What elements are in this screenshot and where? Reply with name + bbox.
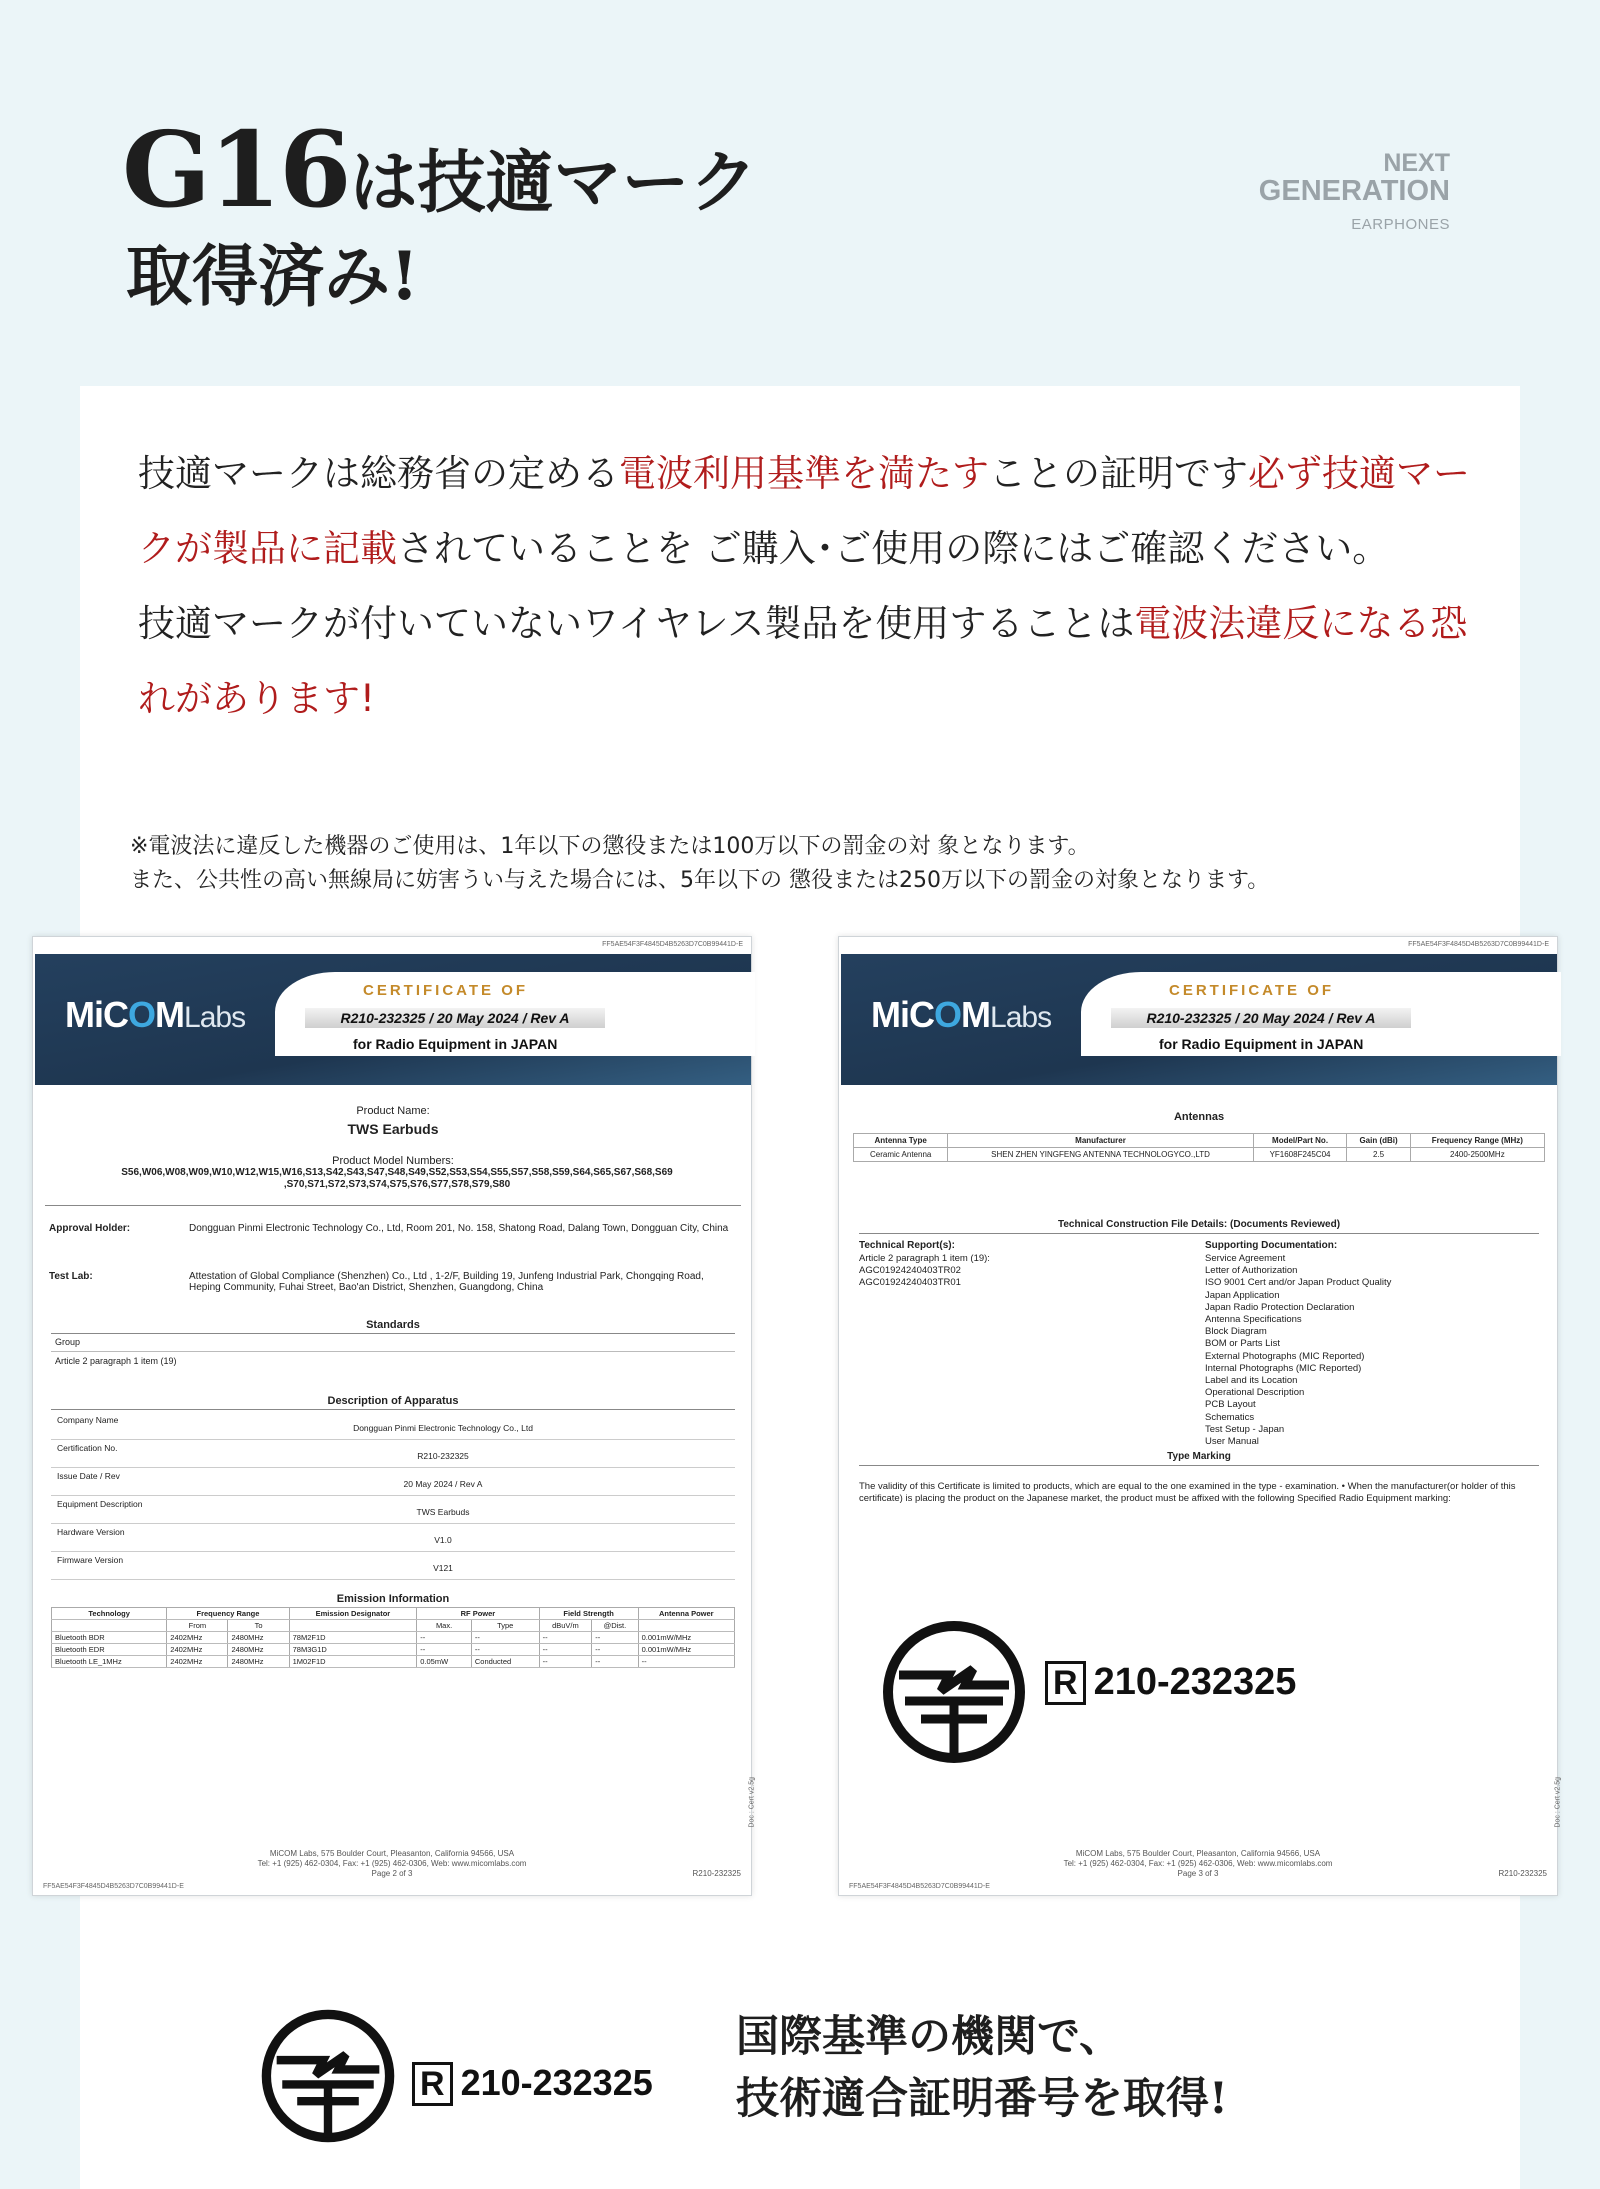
emission-subheader-cell	[638, 1620, 734, 1632]
emission-cell: 0.05mW	[417, 1656, 472, 1668]
emission-header-cell: RF Power	[417, 1608, 539, 1620]
legal-note-line2: また、公共性の高い無線局に妨害うい与えた場合には、5年以下の 懲役または250万以下の罰金の対象となります。	[130, 868, 1270, 893]
supporting-doc-line: Schematics	[1205, 1411, 1255, 1423]
divider	[51, 1333, 735, 1334]
emission-header-cell: Frequency Range	[167, 1608, 289, 1620]
registered-r-icon: R	[1045, 1661, 1086, 1705]
emission-subheader-cell: Max.	[417, 1620, 472, 1632]
antenna-cell: Ceramic Antenna	[854, 1148, 948, 1162]
description-row-value: TWS Earbuds	[416, 1507, 470, 1517]
cert-footer-line2: Tel: +1 (925) 462-0304, Fax: +1 (925) 462-0306, Web: www.micomlabs.com	[257, 1859, 527, 1868]
brand-tag	[1259, 150, 1450, 232]
supporting-doc-line: ISO 9001 Cert and/or Japan Product Quality	[1205, 1277, 1392, 1289]
divider	[51, 1467, 735, 1468]
test-lab-label: Test Lab:	[49, 1271, 93, 1282]
supporting-doc-line: PCB Layout	[1205, 1399, 1256, 1411]
bottom-caption-line2: 技術適合証明番号を取得!	[736, 2074, 1228, 2124]
legal-note	[130, 830, 1269, 898]
description-row-label: Certification No.	[57, 1443, 118, 1453]
description-row-label: Equipment Description	[57, 1499, 143, 1509]
cert-footer	[839, 1849, 1557, 1879]
emission-cell: 0.001mW/MHz	[638, 1632, 734, 1644]
emission-header-cell: Antenna Power	[638, 1608, 734, 1620]
emission-subheader-cell	[289, 1620, 417, 1632]
emission-cell: Bluetooth BDR	[52, 1632, 167, 1644]
description-row-value: 20 May 2024 / Rev A	[403, 1479, 483, 1489]
description-row-label: Hardware Version	[57, 1527, 125, 1537]
emission-cell: 0.001mW/MHz	[638, 1644, 734, 1656]
cert-page-number: Page 2 of 3	[371, 1869, 413, 1878]
cert-footer-line2: Tel: +1 (925) 462-0304, Fax: +1 (925) 462-0306, Web: www.micomlabs.com	[1063, 1859, 1333, 1868]
emission-cell: --	[592, 1656, 638, 1668]
emission-cell: 2480MHz	[228, 1656, 289, 1668]
cert-side-label: Doc : Cert v2.5g	[1555, 1777, 1562, 1828]
emission-cell: 2480MHz	[228, 1632, 289, 1644]
emission-cell: --	[471, 1632, 539, 1644]
supporting-doc-label: Supporting Documentation:	[1205, 1240, 1338, 1251]
lead-p1-red1: 電波利用基準を満たす	[619, 452, 989, 495]
cert-hash-top: FF5AE54F3F4845D4B5263D7C0B99441D-E	[602, 941, 743, 948]
cert-header	[35, 954, 751, 1085]
cert-hash-bottom: FF5AE54F3F4845D4B5263D7C0B99441D-E	[849, 1883, 990, 1890]
supporting-doc-line: Japan Application	[1205, 1289, 1280, 1301]
cert-of-label: CERTIFICATE OF	[1169, 982, 1335, 999]
cert-of-label: CERTIFICATE OF	[363, 982, 529, 999]
logo-m: M	[155, 994, 185, 1035]
description-row-value: Dongguan Pinmi Electronic Technology Co., Ltd	[353, 1423, 533, 1433]
giteki-mark-icon	[879, 1617, 1029, 1767]
lead-p2-red: 電波法違反になる恐れがあります!	[138, 602, 1468, 720]
emission-cell: Bluetooth EDR	[52, 1644, 167, 1656]
antenna-header-cell: Frequency Range (MHz)	[1410, 1134, 1544, 1148]
tcf-title: Technical Construction File Details: (Documents Reviewed)	[1057, 1219, 1341, 1230]
divider	[51, 1439, 735, 1440]
divider	[859, 1233, 1539, 1234]
cert-title-block	[275, 972, 755, 1056]
supporting-doc-line: Letter of Authorization	[1205, 1265, 1298, 1277]
emission-row	[52, 1644, 735, 1656]
supporting-doc-line: Antenna Specifications	[1205, 1314, 1302, 1325]
logo-labs: Labs	[990, 1001, 1052, 1034]
divider	[51, 1495, 735, 1496]
brand-tag-generation: GENERATION	[1258, 175, 1450, 208]
giteki-mark-large-icon	[258, 2006, 398, 2146]
cert-hash-bottom: FF5AE54F3F4845D4B5263D7C0B99441D-E	[43, 1883, 184, 1890]
content-panel	[43, 386, 1562, 2189]
technical-report-label: Technical Report(s):	[859, 1240, 955, 1251]
emission-subheader-cell: dBuV/m	[539, 1620, 592, 1632]
description-row-value: R210-232325	[417, 1451, 469, 1461]
emission-cell: 2402MHz	[167, 1644, 228, 1656]
cert-footer	[33, 1849, 751, 1879]
emission-cell: --	[539, 1632, 592, 1644]
lead-text	[138, 436, 1478, 736]
lead-p1-b: ことの証明です	[989, 452, 1248, 495]
cert-for-label: for Radio Equipment in JAPAN	[1159, 1036, 1364, 1052]
supporting-doc-line: Operational Description	[1205, 1387, 1305, 1399]
emission-cell: --	[417, 1632, 472, 1644]
cert-side-label: Doc : Cert v2.5g	[749, 1777, 756, 1828]
approval-holder: Dongguan Pinmi Electronic Technology Co., Ltd, Room 201, No. 158, Shatong Road, Dalang Town, Dongguan City, China	[189, 1223, 729, 1234]
bottom-caption-line1: 国際基準の機関で、	[736, 2012, 1123, 2062]
validity-text: The validity of this Certificate is limited to products, which are equal to the one examined in the type - examination. • When the manufacturer(or holder of this certificate) is placing the product on the Japanese market, the product must be affixed with the following Specified Radio Equipment marking:	[859, 1481, 1516, 1504]
supporting-doc-line: BOM or Parts List	[1205, 1338, 1280, 1350]
bottom-caption	[736, 2006, 1228, 2130]
approval-holder-label: Approval Holder:	[49, 1223, 131, 1234]
hero-title	[122, 108, 758, 315]
product-name-label: Product Name:	[356, 1105, 430, 1117]
emission-cell: --	[471, 1644, 539, 1656]
cert-footer-id: R210-232325	[1498, 1869, 1547, 1878]
antenna-header-cell: Manufacturer	[948, 1134, 1253, 1148]
logo-mi: Mi	[65, 994, 103, 1035]
emission-cell: --	[592, 1644, 638, 1656]
divider	[51, 1579, 735, 1580]
supporting-doc-line: Service Agreement	[1205, 1253, 1286, 1264]
certificate-page-2	[32, 936, 756, 1896]
logo-globe-o: O	[128, 994, 156, 1035]
divider	[51, 1351, 735, 1352]
certificate-page-3	[838, 936, 1562, 1896]
technical-report-line: AGC01924240403TR01	[859, 1277, 961, 1288]
emission-table	[51, 1607, 735, 1668]
emission-subheader-row	[52, 1620, 735, 1632]
emission-header-cell: Field Strength	[539, 1608, 638, 1620]
divider	[51, 1523, 735, 1524]
antenna-cell: YF1608F245C04	[1253, 1148, 1347, 1162]
product-name: TWS Earbuds	[347, 1121, 439, 1137]
emission-cell: 2402MHz	[167, 1632, 228, 1644]
emission-cell: --	[417, 1644, 472, 1656]
antenna-cell: 2.5	[1347, 1148, 1410, 1162]
divider	[51, 1409, 735, 1410]
antenna-cell: SHEN ZHEN YINGFENG ANTENNA TECHNOLOGYCO.,LTD	[948, 1148, 1253, 1162]
group-label: Group	[55, 1337, 81, 1347]
registration-number: 210-232325	[460, 2062, 653, 2103]
lead-paragraph-1	[138, 436, 1478, 586]
logo-m: M	[961, 994, 991, 1035]
supporting-doc-line: User Manual	[1205, 1436, 1259, 1447]
supporting-doc-line: Label and its Location	[1205, 1375, 1298, 1386]
cert-number: R210-232325 / 20 May 2024 / Rev A	[305, 1008, 605, 1028]
description-row-label: Issue Date / Rev	[57, 1471, 120, 1481]
type-marking-title: Type Marking	[1167, 1451, 1231, 1462]
emission-subheader-cell: @Dist.	[592, 1620, 638, 1632]
emission-cell: --	[539, 1656, 592, 1668]
cert-header	[841, 954, 1557, 1085]
model-numbers: S56,W06,W08,W09,W10,W12,W15,W16,S13,S42,S43,S47,S48,S49,S52,S53,S54,S55,S57,S58,S59,S64,S65,S67,S68,S69 ,S70,S71,S72,S73,S74,S75,S76,S77,S78,S79,S80	[121, 1167, 673, 1190]
emission-cell: Conducted	[471, 1656, 539, 1668]
emission-subheader-cell: To	[228, 1620, 289, 1632]
divider	[51, 1551, 735, 1552]
supporting-doc-line: Internal Photographs (MIC Reported)	[1205, 1362, 1362, 1374]
emission-cell: 1M02F1D	[289, 1656, 417, 1668]
supporting-doc-line: Test Setup - Japan	[1205, 1423, 1285, 1435]
micom-logo	[65, 994, 245, 1036]
emission-cell: 2402MHz	[167, 1656, 228, 1668]
models-label: Product Model Numbers:	[332, 1155, 454, 1167]
hero-title-line2: 取得済み!	[126, 237, 419, 315]
description-title: Description of Apparatus	[327, 1395, 459, 1407]
registration-number: 210-232325	[1093, 1661, 1297, 1703]
supporting-doc-line: Japan Radio Protection Declaration	[1205, 1301, 1355, 1313]
emission-subheader-cell: Type	[471, 1620, 539, 1632]
lead-p1-c: されていることを ご購入･ご使用の際にはご確認ください。	[397, 527, 1390, 570]
emission-cell: 2480MHz	[228, 1644, 289, 1656]
logo-c: C	[909, 994, 934, 1035]
cert-registration-number	[1045, 1661, 1296, 1705]
emission-cell: 78M2F1D	[289, 1632, 417, 1644]
antennas-table	[853, 1133, 1545, 1162]
emission-header-cell: Technology	[52, 1608, 167, 1620]
emission-subheader-cell	[52, 1620, 167, 1632]
cert-page-number: Page 3 of 3	[1177, 1869, 1219, 1878]
technical-report-line: Article 2 paragraph 1 item (19):	[859, 1253, 990, 1264]
test-lab: Attestation of Global Compliance (Shenzhen) Co., Ltd , 1-2/F, Building 19, Junfeng Industrial Park, Chongqing Road, Heping Community, Fuhai Street, Bao'an District, Shenzhen, Guangdong, China	[189, 1271, 704, 1293]
cert-title-block	[1081, 972, 1561, 1056]
emission-title: Emission Information	[336, 1593, 450, 1605]
supporting-doc-line: External Photographs (MIC Reported)	[1205, 1350, 1365, 1362]
lead-paragraph-2	[138, 586, 1478, 736]
bottom-registration-number	[412, 2062, 653, 2106]
antenna-row	[854, 1148, 1545, 1162]
emission-row	[52, 1632, 735, 1644]
emission-cell: --	[592, 1632, 638, 1644]
emission-subheader-cell: From	[167, 1620, 228, 1632]
cert-footer-line1: MiCOM Labs, 575 Boulder Court, Pleasanton, California 94566, USA	[269, 1849, 515, 1858]
emission-cell: --	[638, 1656, 734, 1668]
cert-for-label: for Radio Equipment in JAPAN	[353, 1036, 558, 1052]
cert-footer-id: R210-232325	[692, 1869, 741, 1878]
logo-globe-o: O	[934, 994, 962, 1035]
hero-model: G16	[122, 108, 350, 231]
cert-number: R210-232325 / 20 May 2024 / Rev A	[1111, 1008, 1411, 1028]
emission-cell: Bluetooth LE_1MHz	[52, 1656, 167, 1668]
technical-report-line: AGC01924240403TR02	[859, 1265, 961, 1276]
antenna-header-cell: Model/Part No.	[1253, 1134, 1347, 1148]
lead-p1-red2: 必ず技適マークが製品に記載	[138, 452, 1470, 570]
antenna-header-row	[854, 1134, 1545, 1148]
brand-tag-next: NEXT	[1383, 149, 1450, 177]
emission-row	[52, 1656, 735, 1668]
emission-cell: 78M3G1D	[289, 1644, 417, 1656]
antenna-cell: 2400-2500MHz	[1410, 1148, 1544, 1162]
cert-hash-top: FF5AE54F3F4845D4B5263D7C0B99441D-E	[1408, 941, 1549, 948]
lead-p2-a: 技適マークが付いていないワイヤレス製品を使用することは	[138, 602, 1135, 645]
legal-note-line1: ※電波法に違反した機器のご使用は、1年以下の懲役または100万以下の罰金の対 象となります。	[130, 834, 1090, 859]
description-row-value: V121	[433, 1563, 453, 1573]
logo-mi: Mi	[871, 994, 909, 1035]
description-row-label: Firmware Version	[57, 1555, 124, 1565]
brand-tag-earphones: EARPHONES	[1351, 215, 1450, 233]
micom-logo	[871, 994, 1051, 1036]
antennas-title: Antennas	[1173, 1111, 1225, 1123]
lead-p1-a: 技適マークは総務省の定める	[138, 452, 619, 495]
logo-labs: Labs	[184, 1001, 246, 1034]
description-row-value: V1.0	[434, 1535, 452, 1545]
antenna-header-cell: Gain (dBi)	[1347, 1134, 1410, 1148]
emission-cell: --	[539, 1644, 592, 1656]
hero-title-rest: は技適マーク	[349, 143, 758, 223]
group-value: Article 2 paragraph 1 item (19)	[55, 1356, 177, 1366]
emission-header-row	[52, 1608, 735, 1620]
emission-header-cell: Emission Designator	[289, 1608, 417, 1620]
antenna-header-cell: Antenna Type	[854, 1134, 948, 1148]
standards-title: Standards	[366, 1319, 420, 1331]
cert-footer-line1: MiCOM Labs, 575 Boulder Court, Pleasanton, California 94566, USA	[1075, 1849, 1321, 1858]
divider	[859, 1465, 1539, 1466]
supporting-doc-line: Block Diagram	[1205, 1326, 1267, 1338]
divider	[45, 1205, 741, 1206]
logo-c: C	[103, 994, 128, 1035]
registered-r-icon: R	[412, 2062, 453, 2106]
description-row-label: Company Name	[57, 1415, 119, 1425]
